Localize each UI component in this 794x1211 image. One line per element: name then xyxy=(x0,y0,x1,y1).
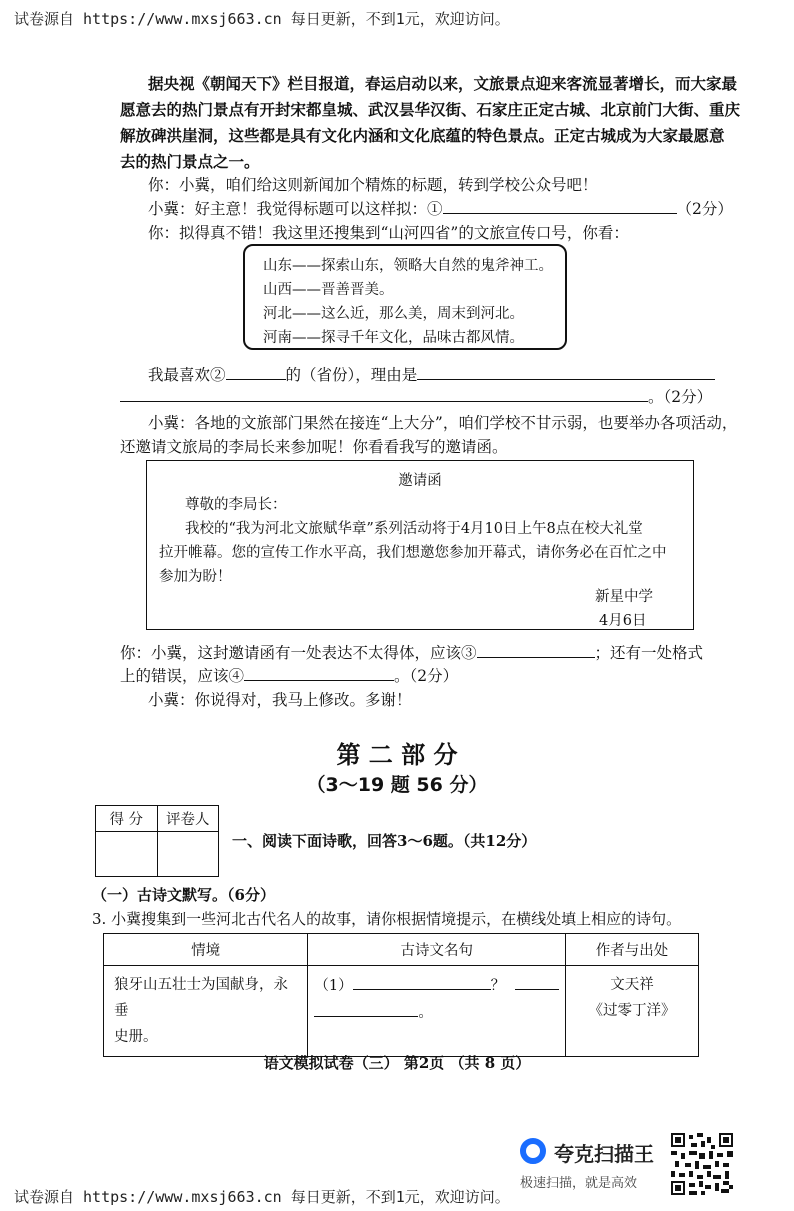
invitation-signer: 新星中学 xyxy=(595,589,653,605)
intro-line-1: 据央视《朝闻天下》栏目报道，春运启动以来，文旅景点迎来客流显著增长，而大家最 xyxy=(148,74,738,93)
score-label: （2分） xyxy=(676,200,733,218)
favorite-mid: 的（省份），理由是 xyxy=(285,366,418,384)
q3-author-cell xyxy=(566,966,699,1057)
invitation-body-3: 参加为盼！ xyxy=(159,569,232,585)
q3-table xyxy=(103,933,699,1057)
section-heading: 一、阅读下面诗歌，回答3～6题。（共12分） xyxy=(232,832,537,850)
q3-source: 《过零丁洋》 xyxy=(588,1003,676,1019)
dialog-line-2 xyxy=(148,196,733,223)
q3-blank-1[interactable] xyxy=(353,972,491,990)
q3-context-line-2: 史册。 xyxy=(114,1029,158,1045)
intro-line-2: 愿意去的热门景点有开封宋都皇城、武汉昙华汉街、石家庄正定古城、北京前门大街、重庆 xyxy=(120,100,741,119)
header-watermark: 试卷源自 https://www.mxsj663.cn 每日更新，不到1元，欢迎访问。 xyxy=(14,10,510,28)
quark-logo-icon xyxy=(520,1138,546,1164)
reply-line-2 xyxy=(120,663,458,690)
grader-header: 评卷人 xyxy=(157,806,219,832)
q3-poem-cell xyxy=(308,966,566,1057)
score-header: 得 分 xyxy=(96,806,158,832)
reply-2-text: 上的错误，应该④ xyxy=(120,667,245,685)
intro-line-3: 解放碑洪崖洞，这些都是具有文化内涵和文化底蕴的特色景点。正定古城成为大家最愿意 xyxy=(120,126,725,145)
subsection-heading: （一）古诗文默写。（6分） xyxy=(92,886,275,904)
favorite-prefix: 我最喜欢② xyxy=(148,366,226,384)
brand-name: 夸克扫描王 xyxy=(554,1142,654,1166)
slogan-list xyxy=(263,254,553,350)
q3-question-mark: ？ xyxy=(490,978,506,994)
reply-1-text: 你：小冀，这封邀请函有一处表达不太得体，应该③ xyxy=(120,644,477,662)
slogan-hebei: 河北——这么近，那么美，周末到河北。 xyxy=(263,306,524,322)
q3-blank-2[interactable] xyxy=(515,972,559,990)
q3-blank-label: （1） xyxy=(314,978,353,994)
question-3: 3. 小冀搜集到一些河北古代名人的故事，请你根据情境提示，在横线处填上相应的诗句。 xyxy=(92,910,682,928)
reason-blank-a[interactable] xyxy=(417,362,715,380)
reason-blank-b[interactable] xyxy=(120,384,648,402)
qr-code-icon xyxy=(671,1133,733,1195)
page-footer: 语文模拟试卷（三） 第2页 （共 8 页） xyxy=(263,1054,531,1072)
brand-tagline: 极速扫描，就是高效 xyxy=(520,1176,638,1191)
q3-header-author: 作者与出处 xyxy=(566,934,699,966)
xj-line-1: 小冀：各地的文旅部门果然在接连“上大分”，咱们学校不甘示弱，也要举办各项活动， xyxy=(148,414,738,432)
q3-poem-line-2 xyxy=(314,999,559,1026)
invitation-salutation: 尊敬的李局长： xyxy=(185,497,287,513)
invitation-box xyxy=(146,460,694,630)
invitation-body-2: 拉开帷幕。您的宣传工作水平高，我们想邀您参加开幕式，请你务必在百忙之中 xyxy=(159,545,667,561)
part-subtitle: （3～19 题 56 分） xyxy=(306,774,488,796)
favorite-end: 。（2分） xyxy=(648,388,713,406)
answer-blank-1[interactable] xyxy=(443,196,677,214)
thanks-line: 小冀：你说得对，我马上修改。多谢！ xyxy=(148,691,412,709)
grader-cell[interactable] xyxy=(157,832,219,877)
invitation-title: 邀请函 xyxy=(398,473,442,489)
invitation-body-1: 我校的“我为河北文旅赋华章”系列活动将于4月10日上午8点在校大礼堂 xyxy=(185,521,643,537)
q3-poem-line-1 xyxy=(314,972,559,999)
dialog-line-3: 你：拟得真不错！我这里还搜集到“山河四省”的文旅宣传口号，你看： xyxy=(148,224,629,242)
favorite-line-2 xyxy=(120,384,712,411)
answer-blank-4[interactable] xyxy=(244,663,394,681)
part-title: 第 二 部 分 xyxy=(336,741,458,769)
intro-line-4: 去的热门景点之一。 xyxy=(120,152,260,171)
slogan-shandong: 山东——探索山东，领略大自然的鬼斧神工。 xyxy=(263,258,553,274)
answer-blank-3[interactable] xyxy=(477,640,595,658)
q3-author: 文天祥 xyxy=(610,977,654,993)
score-cell[interactable] xyxy=(96,832,158,877)
q3-context-line-1: 狼牙山五壮士为国献身，永垂 xyxy=(114,977,288,1019)
slogan-henan: 河南——探寻千年文化，品味古都风情。 xyxy=(263,330,524,346)
xj-line-2: 还邀请文旅局的李局长来参加呢！你看看我写的邀请函。 xyxy=(120,438,508,456)
footer-watermark: 试卷源自 https://www.mxsj663.cn 每日更新，不到1元，欢迎访问。 xyxy=(14,1188,510,1206)
dialog-line-1: 你：小冀，咱们给这则新闻加个精炼的标题，转到学校公众号吧！ xyxy=(148,176,598,194)
q3-period: 。 xyxy=(418,1005,433,1021)
q3-context-cell xyxy=(104,966,308,1057)
answer-blank-2[interactable] xyxy=(226,362,286,380)
invitation-date: 4月6日 xyxy=(599,613,647,629)
slogan-shanxi: 山西——晋善晋美。 xyxy=(263,282,394,298)
reply-2-tail: 。（2分） xyxy=(394,667,459,685)
q3-header-poem: 古诗文名句 xyxy=(308,934,566,966)
dialog-line-2-text: 小冀：好主意！我觉得标题可以这样拟：① xyxy=(148,200,443,218)
slogan-box xyxy=(243,244,567,350)
q3-blank-3[interactable] xyxy=(314,999,418,1017)
score-table xyxy=(95,805,219,877)
reply-1-tail: ；还有一处格式 xyxy=(594,644,704,662)
q3-header-context: 情境 xyxy=(104,934,308,966)
